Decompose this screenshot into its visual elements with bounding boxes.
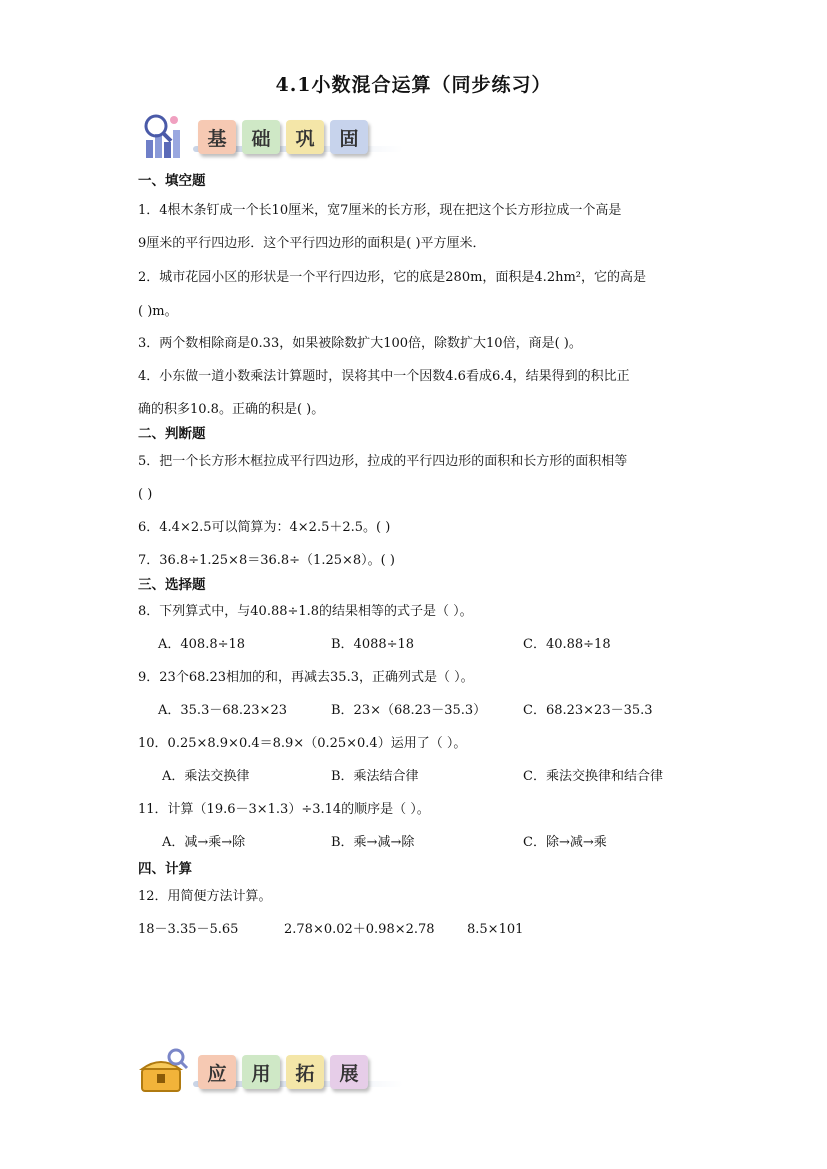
question-line: 9厘米的平行四边形．这个平行四边形的面积是( )平方厘米． xyxy=(138,236,486,251)
option-c: C．乘法交换律和结合律 xyxy=(523,769,663,784)
option-c: C．68.23×23－35.3 xyxy=(523,703,653,718)
page-title: 4.1小数混合运算（同步练习） xyxy=(275,74,552,96)
banner-tile-1: 应 xyxy=(198,1055,236,1089)
section-heading: 四、计算 xyxy=(138,861,192,877)
question-line: 11．计算（19.6－3×1.3）÷3.14的顺序是（ ）。 xyxy=(138,802,430,817)
option-a: A．减→乘→除 xyxy=(162,835,246,850)
banner-tile-3: 巩 xyxy=(286,120,324,154)
question-line: 10．0.25×8.9×0.4＝8.9×（0.25×0.4）运用了（ ）。 xyxy=(138,736,467,751)
worksheet-content xyxy=(138,170,698,939)
section-heading: 二、判断题 xyxy=(138,426,206,442)
banner-tile-4: 固 xyxy=(330,120,368,154)
question-line: 9．23个68.23相加的和，再减去35.3，正确列式是（ ）。 xyxy=(138,670,474,685)
question-line: 4．小东做一道小数乘法计算题时，误将其中一个因数4.6看成6.4，结果得到的积比正 xyxy=(138,369,630,384)
calc-item: 2.78×0.02＋0.98×2.78 xyxy=(284,922,435,937)
option-a: A．乘法交换律 xyxy=(162,769,250,784)
option-b: B．乘法结合律 xyxy=(331,769,419,784)
section-banner-basic xyxy=(138,112,408,162)
question-line: 8．下列算式中，与40.88÷1.8的结果相等的式子是（ ）。 xyxy=(138,604,473,619)
question-line: 3．两个数相除商是0.33，如果被除数扩大100倍，除数扩大10倍，商是( )。 xyxy=(138,336,582,351)
banner-tile-4: 展 xyxy=(330,1055,368,1089)
banner-tile-2: 用 xyxy=(242,1055,280,1089)
treasure-chest-icon xyxy=(138,1047,190,1097)
question-line: 5．把一个长方形木框拉成平行四边形，拉成的平行四边形的面积和长方形的面积相等 xyxy=(138,454,628,469)
question-line: 确的积多10.8。正确的积是( )。 xyxy=(138,402,325,417)
option-c: C．40.88÷18 xyxy=(523,637,611,652)
section-banner-extension xyxy=(138,1047,408,1097)
banner-tile-2: 础 xyxy=(242,120,280,154)
option-a: A．35.3－68.23×23 xyxy=(158,703,287,718)
option-c: C．除→减→乘 xyxy=(523,835,607,850)
question-line: ( )m。 xyxy=(138,304,178,319)
calc-item: 18－3.35－5.65 xyxy=(138,922,239,937)
question-line: 2．城市花园小区的形状是一个平行四边形，它的底是280m，面积是4.2hm²，它的高是 xyxy=(138,270,646,285)
option-b: B．乘→减→除 xyxy=(331,835,415,850)
calc-item: 8.5×101 xyxy=(467,922,524,937)
option-b: B．23×（68.23－35.3） xyxy=(331,703,487,718)
question-line: 6．4.4×2.5可以简算为：4×2.5＋2.5。( ) xyxy=(138,520,391,535)
section-heading: 一、填空题 xyxy=(138,173,206,189)
section-heading: 三、选择题 xyxy=(138,577,206,593)
question-line: 12．用简便方法计算。 xyxy=(138,889,272,904)
question-line: 1．4根木条钉成一个长10厘米，宽7厘米的长方形，现在把这个长方形拉成一个高是 xyxy=(138,203,622,218)
option-b: B．4088÷18 xyxy=(331,637,415,652)
question-line: ( ) xyxy=(138,487,153,502)
magnifier-chart-icon xyxy=(138,112,190,162)
option-a: A．408.8÷18 xyxy=(158,637,246,652)
banner-tile-1: 基 xyxy=(198,120,236,154)
question-line: 7．36.8÷1.25×8＝36.8÷（1.25×8）。( ) xyxy=(138,553,395,568)
banner-tile-3: 拓 xyxy=(286,1055,324,1089)
